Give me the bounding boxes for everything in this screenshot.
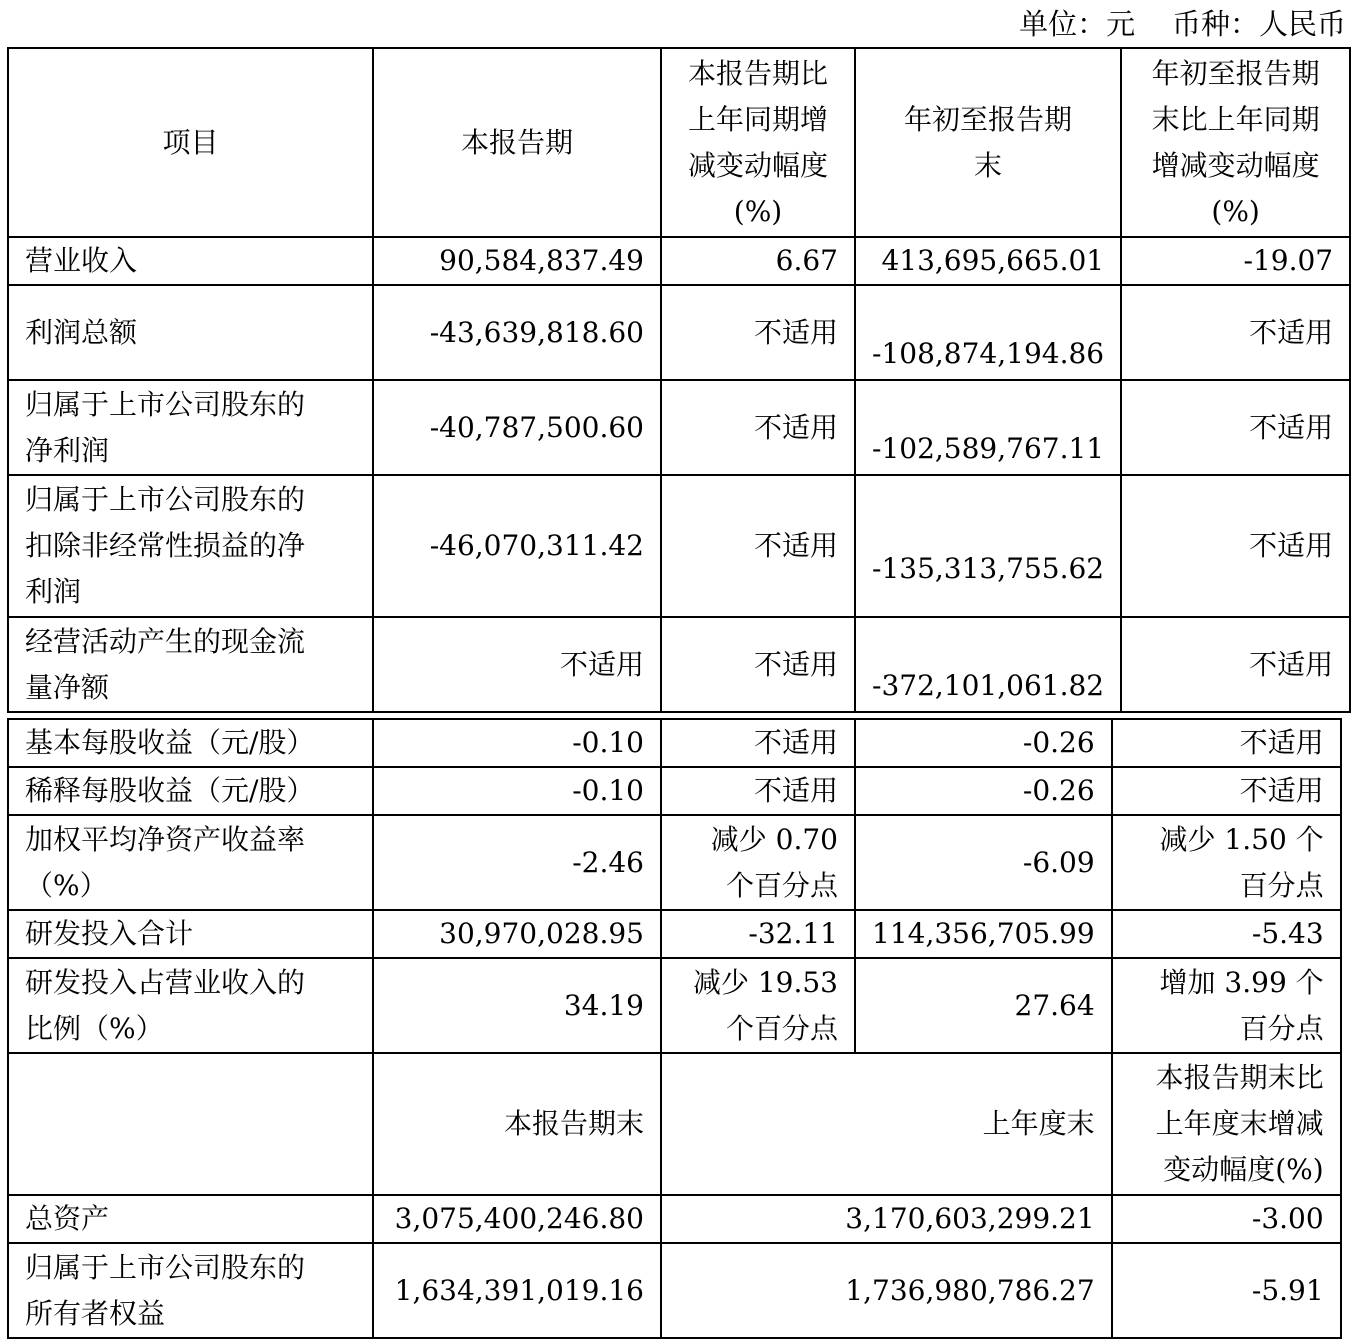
cell-balance-change: -3.00 (1112, 1195, 1341, 1243)
table-row (8, 767, 1341, 815)
row-label: 加权平均净资产收益率 （%） (8, 815, 373, 910)
row-label: 归属于上市公司股东的 所有者权益 (8, 1243, 373, 1338)
cell-current: 90,584,837.49 (373, 237, 661, 285)
table-row (8, 380, 1350, 475)
cell-last-year-end: 3,170,603,299.21 (661, 1195, 1112, 1243)
row-label: 研发投入合计 (8, 910, 373, 958)
cell-ytd-change: 不适用 (1121, 380, 1350, 475)
cell-current: -46,070,311.42 (373, 475, 661, 617)
cell-current: -0.10 (373, 767, 661, 815)
header-current-period: 本报告期 (373, 48, 661, 237)
row-label: 利润总额 (8, 285, 373, 380)
header-ytd-change: 年初至报告期 末比上年同期 增减变动幅度 (%) (1121, 48, 1350, 237)
table-row (8, 1243, 1341, 1338)
table-row (8, 815, 1341, 910)
table-row (8, 285, 1350, 380)
cell-ytd: -102,589,767.11 (855, 380, 1121, 475)
table-header-row (8, 48, 1350, 237)
cell-current: 30,970,028.95 (373, 910, 661, 958)
balance-header-row (8, 1053, 1341, 1195)
cell-ytd: -108,874,194.86 (855, 285, 1121, 380)
header-last-year-end: 上年度末 (661, 1053, 1112, 1195)
row-label: 总资产 (8, 1195, 373, 1243)
header-item: 项目 (8, 48, 373, 237)
header-period-end: 本报告期末 (373, 1053, 661, 1195)
cell-ytd-change: 不适用 (1112, 767, 1341, 815)
cell-change: 6.67 (661, 237, 855, 285)
cell-ytd-change: 不适用 (1121, 475, 1350, 617)
cell-ytd-change: 不适用 (1112, 719, 1341, 767)
financial-table-main (7, 47, 1351, 713)
cell-balance-change: -5.91 (1112, 1243, 1341, 1338)
cell-ytd-change: 减少 1.50 个 百分点 (1112, 815, 1341, 910)
table-row (8, 958, 1341, 1053)
cell-ytd-change: -19.07 (1121, 237, 1350, 285)
header-change: 本报告期比 上年同期增 减变动幅度 (%) (661, 48, 855, 237)
cell-current: -40,787,500.60 (373, 380, 661, 475)
row-label: 营业收入 (8, 237, 373, 285)
cell-current: -43,639,818.60 (373, 285, 661, 380)
header-balance-change: 本报告期末比 上年度末增减 变动幅度(%) (1112, 1053, 1341, 1195)
cell-current: -2.46 (373, 815, 661, 910)
cell-ytd: -0.26 (855, 719, 1112, 767)
table-row (8, 617, 1350, 712)
unit-currency-label: 单位：元 币种：人民币 (1019, 7, 1346, 41)
cell-ytd: -6.09 (855, 815, 1112, 910)
balance-header-empty (8, 1053, 373, 1195)
table-row (8, 719, 1341, 767)
cell-ytd: -135,313,755.62 (855, 475, 1121, 617)
table-row (8, 475, 1350, 617)
cell-ytd-change: 不适用 (1121, 617, 1350, 712)
cell-last-year-end: 1,736,980,786.27 (661, 1243, 1112, 1338)
financial-table-secondary (7, 718, 1342, 1339)
cell-ytd: 27.64 (855, 958, 1112, 1053)
cell-change: 不适用 (661, 767, 855, 815)
cell-change: 不适用 (661, 719, 855, 767)
cell-ytd-change: 增加 3.99 个 百分点 (1112, 958, 1341, 1053)
cell-ytd-change: 不适用 (1121, 285, 1350, 380)
cell-change: 减少 19.53 个百分点 (661, 958, 855, 1053)
cell-current: 34.19 (373, 958, 661, 1053)
cell-ytd-change: -5.43 (1112, 910, 1341, 958)
cell-change: 不适用 (661, 617, 855, 712)
cell-change: 不适用 (661, 285, 855, 380)
table-row (8, 910, 1341, 958)
row-label: 基本每股收益（元/股） (8, 719, 373, 767)
cell-ytd: -372,101,061.82 (855, 617, 1121, 712)
cell-change: 不适用 (661, 475, 855, 617)
row-label: 稀释每股收益（元/股） (8, 767, 373, 815)
cell-change: 减少 0.70 个百分点 (661, 815, 855, 910)
row-label: 归属于上市公司股东的 净利润 (8, 380, 373, 475)
table-row (8, 237, 1350, 285)
cell-period-end: 1,634,391,019.16 (373, 1243, 661, 1338)
cell-current: -0.10 (373, 719, 661, 767)
cell-period-end: 3,075,400,246.80 (373, 1195, 661, 1243)
cell-change: -32.11 (661, 910, 855, 958)
cell-ytd: 413,695,665.01 (855, 237, 1121, 285)
cell-change: 不适用 (661, 380, 855, 475)
table-row (8, 1195, 1341, 1243)
header-ytd: 年初至报告期 末 (855, 48, 1121, 237)
cell-ytd: 114,356,705.99 (855, 910, 1112, 958)
row-label: 归属于上市公司股东的 扣除非经常性损益的净 利润 (8, 475, 373, 617)
row-label: 研发投入占营业收入的 比例（%） (8, 958, 373, 1053)
cell-ytd: -0.26 (855, 767, 1112, 815)
cell-current: 不适用 (373, 617, 661, 712)
row-label: 经营活动产生的现金流 量净额 (8, 617, 373, 712)
